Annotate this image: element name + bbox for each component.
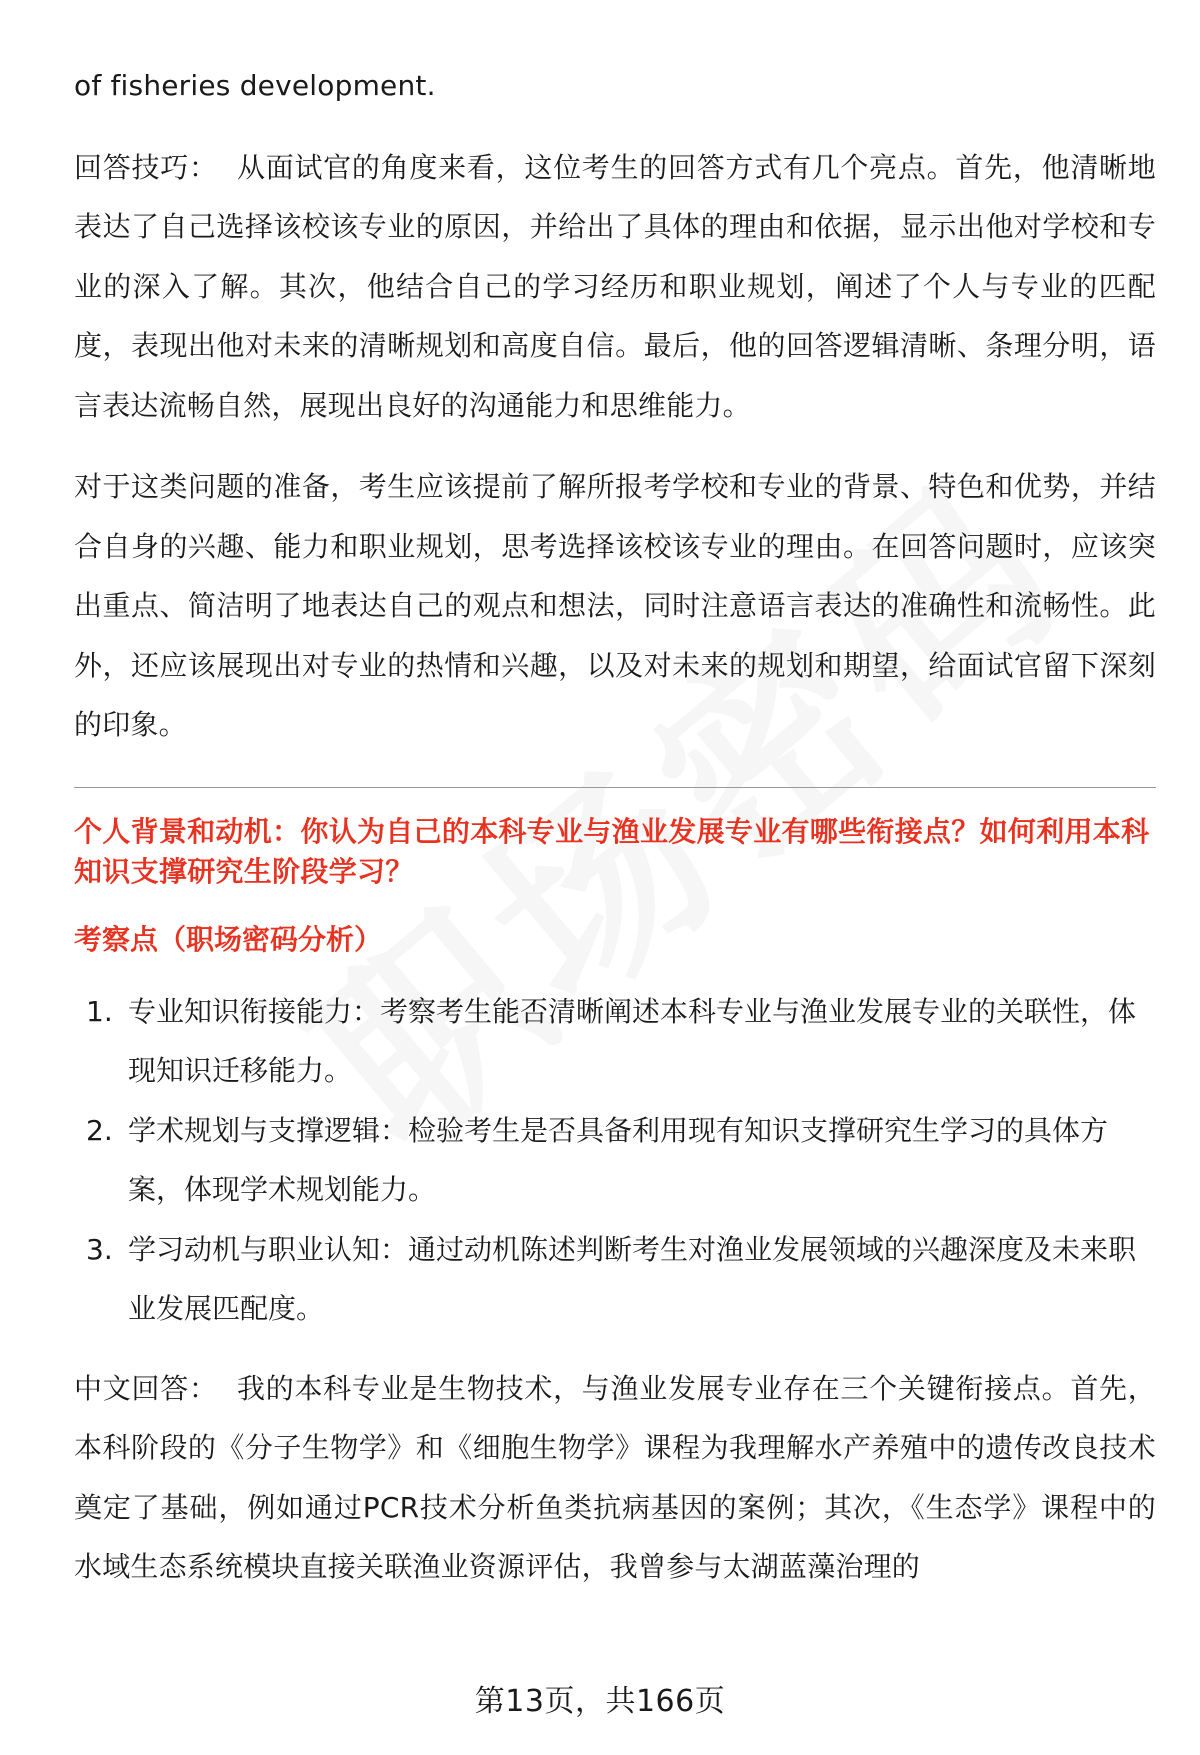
- answer-text: 我的本科专业是生物技术，与渔业发展专业存在三个关键衔接点。首先，本科阶段的《分子生物学》和《细胞生物学》课程为我理解水产养殖中的遗传改良技术奠定了基础，例如通过PCR技术分析鱼类抗病基因的案例；其次，《生态学》课程中的水域生态系统模块直接关联渔业资源评估，我曾参与太湖蓝藻治理的: [74, 1371, 1156, 1583]
- chinese-answer-paragraph: [74, 1359, 1156, 1597]
- points-heading: 考察点（职场密码分析）: [74, 922, 383, 956]
- list-text: 专业知识衔接能力：考察考生能否清晰阐述本科专业与渔业发展专业的关联性，体现知识迁移能力。: [128, 994, 1137, 1087]
- list-item: [74, 1101, 1156, 1220]
- list-number: 3.: [86, 1232, 113, 1266]
- tips-label: 回答技巧：: [74, 150, 218, 184]
- list-item: [74, 982, 1156, 1101]
- preparation-paragraph: 对于这类问题的准备，考生应该提前了解所报考学校和专业的背景、特色和优势，并结合自身的兴趣、能力和职业规划，思考选择该校该专业的理由。在回答问题时，应该突出重点、简洁明了地表达自己的观点和想法，同时注意语言表达的准确性和流畅性。此外，还应该展现出对专业的热情和兴趣，以及对未来的规划和期望，给面试官留下深刻的印象。: [74, 470, 1156, 741]
- points-list: [74, 982, 1156, 1339]
- page-footer: 第13页，共166页: [474, 1684, 726, 1719]
- list-number: 2.: [86, 1113, 113, 1147]
- list-number: 1.: [86, 994, 113, 1028]
- answer-label: 中文回答：: [74, 1371, 218, 1405]
- answer-tips-paragraph: [74, 138, 1156, 436]
- question-heading: 个人背景和动机：你认为自己的本科专业与渔业发展专业有哪些衔接点？如何利用本科知识支撑研究生阶段学习？: [74, 814, 1150, 888]
- list-text: 学术规划与支撑逻辑：检验考生是否具备利用现有知识支撑研究生学习的具体方案，体现学术规划能力。: [128, 1113, 1109, 1206]
- continuation-text: of fisheries development.: [74, 69, 436, 102]
- document-page: [74, 56, 1156, 1597]
- section-divider: [74, 787, 1156, 788]
- tips-text: 从面试官的角度来看，这位考生的回答方式有几个亮点。首先，他清晰地表达了自己选择该校该专业的原因，并给出了具体的理由和依据，显示出他对学校和专业的深入了解。其次，他结合自己的学习经历和职业规划，阐述了个人与专业的匹配度，表现出他对未来的清晰规划和高度自信。最后，他的回答逻辑清晰、条理分明，语言表达流畅自然，展现出良好的沟通能力和思维能力。: [74, 150, 1156, 422]
- list-item: [74, 1220, 1156, 1339]
- list-text: 学习动机与职业认知：通过动机陈述判断考生对渔业发展领域的兴趣深度及未来职业发展匹配度。: [128, 1232, 1137, 1325]
